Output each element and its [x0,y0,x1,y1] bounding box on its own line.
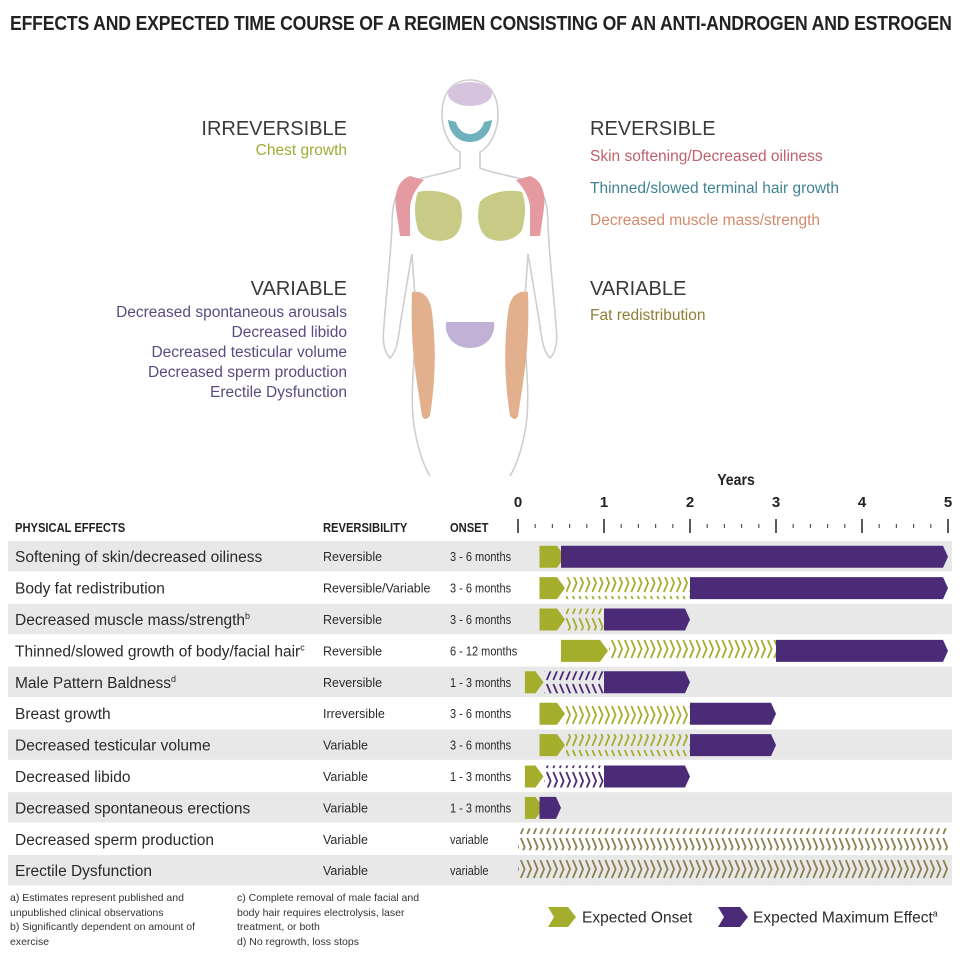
jaw-region [448,120,492,142]
variable-effect-testicular: Decreased testicular volume [151,344,347,361]
column-header: ONSET [450,520,489,536]
reversibility-label: Reversible [323,675,383,690]
transition-chevrons [609,640,776,662]
chart-row [15,640,948,662]
footnote-line: d) No regrowth, loss stops [237,935,359,948]
max-effect-bar [604,766,690,788]
onset-bar [540,577,566,599]
reversibility-label: Reversible/Variable [323,581,431,596]
max-effect-bar [690,734,776,756]
legend-max-swatch [718,907,748,927]
x-tick-label: 2 [685,494,695,511]
max-effect-bar [561,546,948,568]
variable-effect-libido: Decreased libido [231,324,347,341]
chart-row [15,577,948,599]
effect-label: Softening of skin/decreased oiliness [15,549,263,567]
transition-chevrons [566,734,690,756]
variable-left-heading: VARIABLE [250,278,347,300]
x-tick-label: 5 [943,494,953,511]
legend-max-label: Expected Maximum Effect$^a$ [753,908,938,927]
footnote-line: unpublished clinical observations [10,906,164,919]
effect-label: Decreased libido [15,769,131,786]
reversibility-label: Reversible [323,550,383,565]
onset-label: 3 - 6 months [450,707,512,722]
onset-bar [561,640,608,662]
chart-row [15,703,776,725]
max-effect-bar [604,671,690,693]
reversibility-label: Reversible [323,644,383,659]
effect-label: Breast growth [15,706,111,724]
x-tick-label: 0 [513,494,523,511]
body-diagram [370,76,570,476]
scalp-region [448,82,492,106]
right-thigh-region [505,292,528,419]
column-header: REVERSIBILITY [322,520,408,536]
x-tick-label: 4 [857,494,867,511]
transition-chevrons [518,828,948,850]
onset-bar [525,766,544,788]
onset-bar [540,703,566,725]
groin-region [446,322,494,348]
x-tick-label: 3 [771,494,781,511]
effect-label: Decreased spontaneous erections [15,800,251,818]
variable-effect-fat: Fat redistribution [590,307,706,324]
transition-chevrons [545,766,605,788]
legend-onset-label: Expected Onset [582,909,693,927]
variable-effect-arousals: Decreased spontaneous arousals [116,304,347,321]
transition-chevrons [566,703,690,725]
reversible-effect-muscle: Decreased muscle mass/strength [590,212,821,229]
reversible-effect-hair: Thinned/slowed terminal hair growth [590,180,839,197]
max-effect-bar [690,577,948,599]
transition-chevrons [545,671,605,693]
chart-row [8,729,952,759]
infographic-title: EFFECTS AND EXPECTED TIME COURSE OF A REGIMEN CONSISTING OF AN ANTI-ANDROGEN AND ESTROGEN [10,12,952,35]
transition-chevrons [566,577,690,599]
right-chest-region [478,191,525,241]
column-header: PHYSICAL EFFECTS [14,520,126,536]
chart-row [8,604,952,634]
reversible-heading: REVERSIBLE [590,118,716,140]
effect-label: Thinned/slowed growth of body/facial hair$^c$ [15,642,305,661]
onset-label: 3 - 6 months [450,550,512,565]
reversibility-label: Variable [323,738,368,753]
onset-label: 3 - 6 months [450,613,512,628]
onset-label: 3 - 6 months [450,581,512,596]
effect-label: Erectile Dysfunction [15,863,152,881]
chart-row [8,667,952,697]
max-effect-bar [776,640,948,662]
reversibility-label: Variable [323,770,368,784]
irreversible-heading: IRREVERSIBLE [201,118,347,140]
transition-chevrons [518,860,948,882]
chart-row [15,766,690,788]
footnote-line: c) Complete removal of male facial and [237,892,420,904]
effect-label: Male Pattern Baldness$^d$ [15,673,176,692]
reversibility-label: Irreversible [323,707,385,722]
footnote-line: treatment, or both [237,921,320,933]
footnote-line: a) Estimates represent published and [10,892,184,904]
reversibility-label: Variable [323,864,368,879]
variable-right-heading: VARIABLE [590,278,687,300]
footnotes-right [237,891,419,949]
effect-label: Decreased testicular volume [15,737,211,755]
chart-row [8,855,952,885]
onset-label: 1 - 3 months [450,801,512,816]
timeline-chart [0,470,960,960]
reversibility-label: Reversible [323,613,383,627]
chart-row [8,541,952,571]
onset-label: variable [450,833,489,847]
footnote-line: exercise [10,935,50,948]
reversible-effect-skin: Skin softening/Decreased oiliness [590,148,823,165]
variable-effect-sperm: Decreased sperm production [147,364,347,381]
onset-label: 3 - 6 months [450,738,512,753]
variable-effect-ed: Erectile Dysfunction [210,384,347,401]
onset-label: 1 - 3 months [450,676,512,690]
reversibility-label: Variable [323,801,368,816]
left-thigh-region [412,292,435,419]
chart-row [8,792,952,822]
left-chest-region [415,191,462,241]
max-effect-bar [690,703,776,725]
legend-onset-swatch [548,907,576,927]
max-effect-bar [604,609,690,631]
footnote-line: body hair requires electrolysis, laser [237,906,405,919]
effect-label: Decreased sperm production [15,831,215,849]
axis-title: Years [717,471,755,490]
onset-label: 6 - 12 months [450,644,518,659]
footnotes-left [10,891,195,949]
effect-label: Body fat redistribution [15,580,165,598]
transition-chevrons [566,609,604,631]
effect-label: Decreased muscle mass/strength$^b$ [15,611,251,629]
onset-label: variable [450,864,489,879]
chart-row [15,828,948,850]
footnote-line: b) Significantly dependent on amount of [10,921,196,933]
x-tick-label: 1 [599,494,609,511]
reversibility-label: Variable [323,832,368,847]
irreversible-effect: Chest growth [255,142,347,159]
onset-label: 1 - 3 months [450,770,512,785]
